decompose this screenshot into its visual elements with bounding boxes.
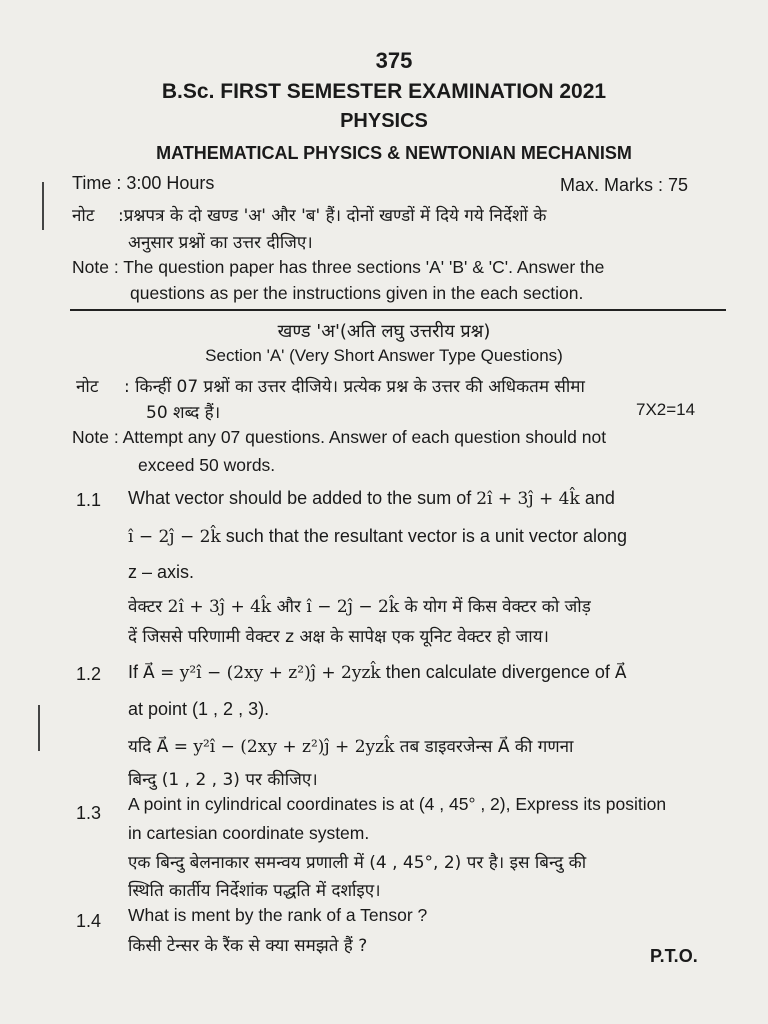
question-1-3-english-line1: A point in cylindrical coordinates is at (4 , 45° , 2), Express its position: [128, 794, 667, 814]
section-divider: [70, 309, 726, 311]
general-note-hindi-line1: :प्रश्नपत्र के दो खण्ड 'अ' और 'ब' हैं। दोनों खण्डों में दिये गये निर्देशों के: [118, 206, 547, 226]
question-1-2-hindi-line1: [128, 734, 573, 757]
question-text: such that the resultant vector is a unit vector along: [225, 526, 627, 546]
math-expression: A⃗ = y²î − (2xy + z²)ĵ + 2yzk̂: [156, 737, 395, 757]
general-note-hindi-label: नोट: [72, 206, 95, 226]
math-expression: 2î + 3ĵ + 4k̂: [476, 489, 580, 509]
question-1-2-english-line1: [128, 662, 627, 683]
section-a-english-title: Section 'A' (Very Short Answer Type Questions): [205, 346, 563, 365]
section-a-note-hindi-line1: : किन्हीं 07 प्रश्नों का उत्तर दीजिये। प्रत्येक प्रश्न के उत्तर की अधिकतम सीमा: [124, 377, 585, 397]
question-1-4-english-line1: What is ment by the rank of a Tensor ?: [128, 905, 428, 925]
question-1-3-hindi-line2: स्थिति कार्तीय निर्देशांक पद्धति में दर्शाइए।: [128, 881, 381, 901]
margin-mark-top: [42, 182, 44, 230]
exam-title: B.Sc. FIRST SEMESTER EXAMINATION 2021: [161, 80, 607, 103]
question-number: 1.2: [76, 664, 102, 684]
question-1-1-hindi-line1: [128, 594, 591, 617]
paper-title: MATHEMATICAL PHYSICS & NEWTONIAN MECHANISM: [156, 143, 632, 163]
math-expression: î − 2ĵ − 2k̂: [128, 527, 221, 547]
math-expression: A⃗: [497, 737, 510, 757]
question-text: वेक्टर: [128, 597, 163, 617]
math-expression: A⃗: [614, 663, 627, 683]
section-a-hindi-title: खण्ड 'अ'(अति लघु उत्तरीय प्रश्न): [277, 321, 491, 342]
margin-mark-middle: [38, 705, 40, 751]
question-text: तब डाइवरजेन्स: [399, 737, 493, 757]
section-a-marks: 7X2=14: [636, 400, 696, 419]
general-note-english-line2: questions as per the instructions given in the each section.: [130, 283, 584, 303]
question-1-3-hindi-line1: एक बिन्दु बेलनाकार समन्वय प्रणाली में (4 , 45°, 2) पर है। इस बिन्दु की: [128, 853, 587, 873]
question-1-2-english-line2: at point (1 , 2 , 3).: [128, 699, 270, 719]
question-text: then calculate divergence of: [385, 662, 610, 682]
math-expression: 2î + 3ĵ + 4k̂: [167, 597, 272, 617]
question-text: की गणना: [514, 737, 574, 757]
question-text: के योग में किस वेक्टर को जोड़: [404, 597, 591, 617]
question-1-4-hindi-line1: किसी टेन्सर के रैंक से क्या समझते हैं ?: [128, 936, 368, 956]
general-note-hindi-line2: अनुसार प्रश्नों का उत्तर दीजिए।: [128, 233, 313, 253]
subject-title: PHYSICS: [340, 110, 428, 132]
question-text: If: [128, 662, 139, 682]
paper-code: 375: [375, 48, 413, 73]
question-number: 1.1: [76, 490, 102, 510]
general-note-english-line1: Note : The question paper has three sections 'A' 'B' & 'C'. Answer the: [72, 257, 605, 277]
question-1-1-hindi-line2: दें जिससे परिणामी वेक्टर z अक्ष के सापेक्ष एक यूनिट वेक्टर हो जाय।: [128, 627, 549, 647]
section-a-note-hindi-line2: 50 शब्द हैं।: [146, 403, 221, 423]
section-a-note-english-line1: Note : Attempt any 07 questions. Answer of each question should not: [72, 427, 607, 447]
question-text: and: [584, 488, 615, 508]
math-expression: A⃗ = y²î − (2xy + z²)ĵ + 2yzk̂: [143, 663, 381, 683]
question-1-3-english-line2: in cartesian coordinate system.: [128, 823, 370, 843]
question-1-1-english-line1: [128, 488, 615, 509]
question-1-1-english-line2: [128, 526, 627, 547]
question-number: 1.4: [76, 911, 102, 931]
question-1-1-english-line3: z – axis.: [128, 562, 195, 582]
question-text: यदि: [128, 737, 152, 757]
question-text: और: [276, 597, 301, 617]
time-label: Time : 3:00 Hours: [72, 173, 215, 193]
question-number: 1.3: [76, 803, 102, 823]
section-a-note-english-line2: exceed 50 words.: [138, 455, 276, 475]
pto-label: P.T.O.: [650, 946, 698, 966]
question-1-2-hindi-line2: बिन्दु (1 , 2 , 3) पर कीजिए।: [128, 770, 318, 790]
max-marks-label: Max. Marks : 75: [560, 175, 689, 195]
section-a-note-hindi-label: नोट: [76, 377, 99, 397]
math-expression: î − 2ĵ − 2k̂: [306, 597, 400, 617]
question-text: What vector should be added to the sum of: [128, 488, 472, 508]
